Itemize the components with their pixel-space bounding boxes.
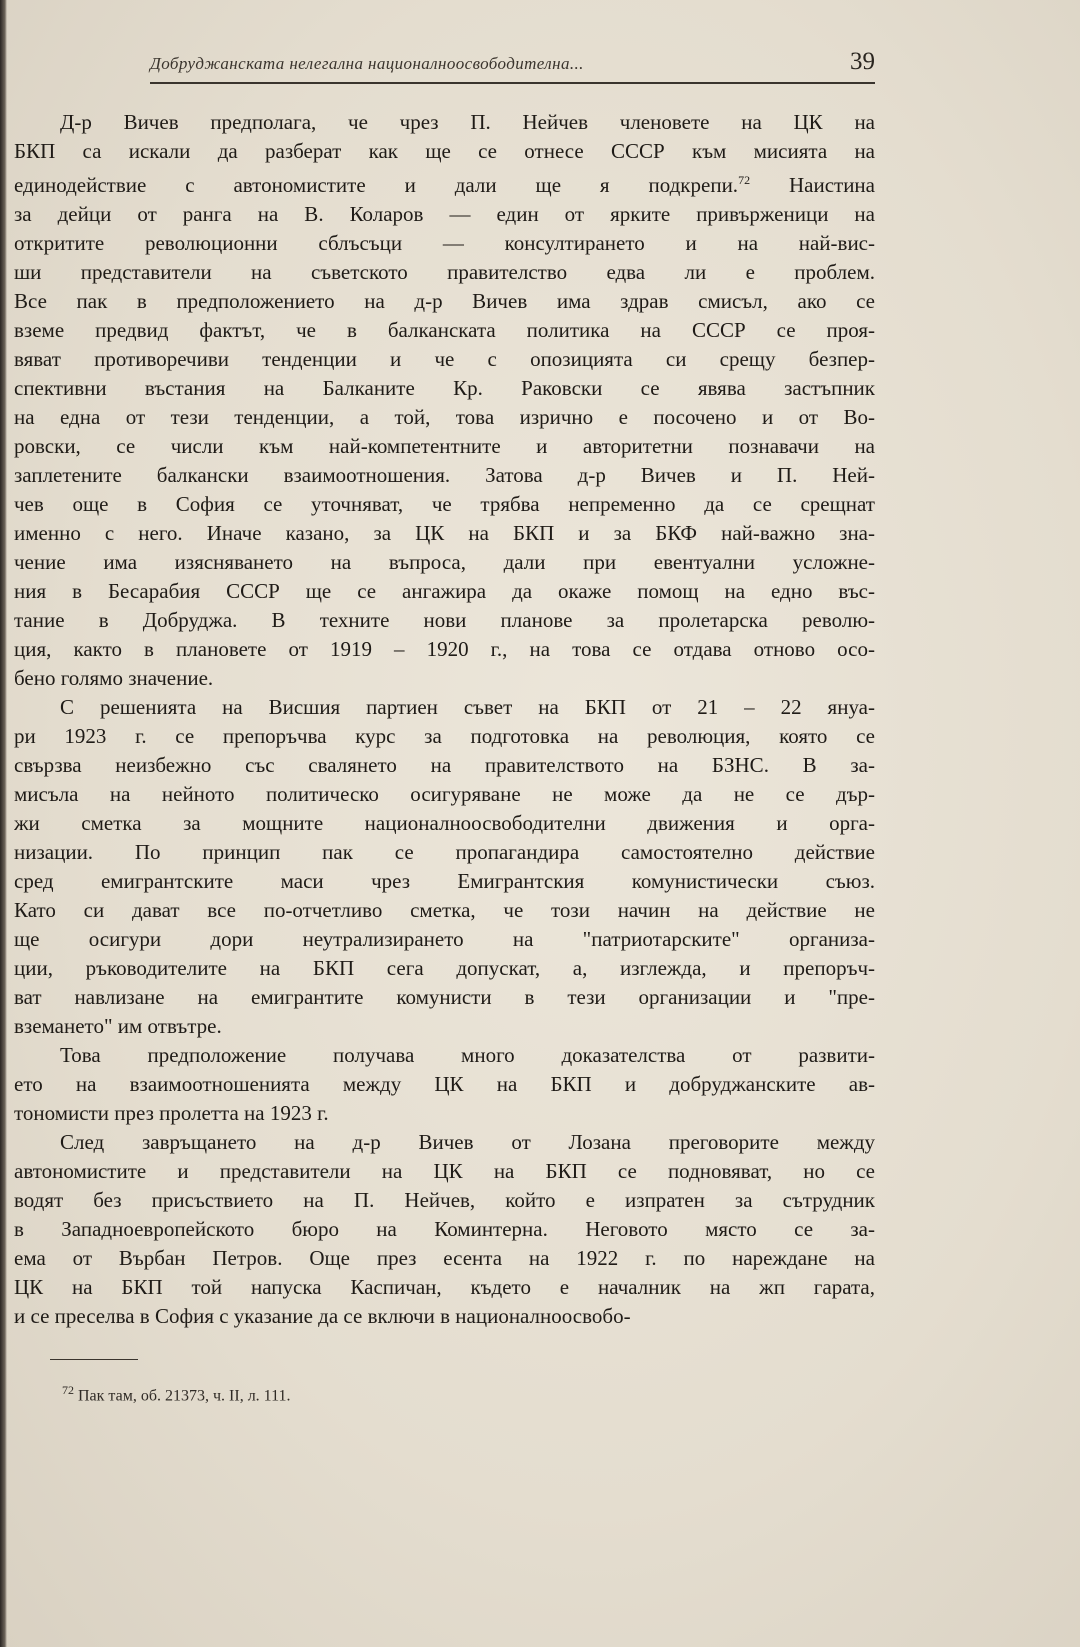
text-line	[14, 166, 875, 200]
page-number: 39	[850, 48, 875, 75]
text-line: ши представители на съветското правителство едва ли е проблем.	[14, 260, 875, 284]
text-line: БКП са искали да разберат как ще се отнесе СССР към мисията на	[14, 139, 875, 163]
text-line: и се преселва в София с указание да се включи в националноосвобо-	[14, 1304, 631, 1328]
text-line: свързва неизбежно със свалянето на правителството на БЗНС. В за-	[14, 753, 875, 777]
running-title: Добруджанската нелегална националноосвободителна...	[150, 54, 584, 73]
paragraph	[14, 108, 875, 693]
text-line: открититe революционни сблъсъци — консултирането и на най-вис-	[14, 231, 875, 255]
text-line: сред емигрантските маси чрез Емигрантския комунистически съюз.	[14, 869, 875, 893]
text-line: ри 1923 г. се препоръчва курс за подготовка на революция, която се	[14, 724, 875, 748]
text-line: ровски, се числи към най-компетентните и авторитетни познавачи на	[14, 434, 875, 458]
text-line: ции, ръководителите на БКП сега допускат, а, изглежда, и препоръч-	[14, 956, 875, 980]
footnote-text: Пак там, об. 21373, ч. II, л. 111.	[78, 1387, 291, 1405]
footnote-rule	[50, 1359, 138, 1360]
text-line: Това предположение получава много доказателства от развити-	[60, 1043, 875, 1067]
text-line: Като си дават все по-отчетливо сметка, че този начин на действие не	[14, 898, 875, 922]
text-line: ния в Бесарабия СССР ще се ангажира да окаже помощ на едно въс-	[14, 579, 875, 603]
page-header	[150, 48, 875, 76]
text-fragment: Наистина	[788, 173, 875, 197]
footnote-reference[interactable]: 72	[738, 173, 751, 187]
text-line: мисъла на нейното политическо осигуряване не може да не се дър-	[14, 782, 875, 806]
text-line: тономисти през пролетта на 1923 г.	[14, 1101, 329, 1125]
footnote-number: 72	[62, 1383, 74, 1397]
text-line: След завръщането на д-р Вичев от Лозана преговорите между	[60, 1130, 875, 1154]
footnote	[62, 1383, 290, 1405]
text-line: заплетените балкански взаимоотношения. Затова д-р Вичев и П. Ней-	[14, 463, 875, 487]
text-line: в Западноевропейското бюро на Коминтерна. Неговото място се за-	[14, 1217, 875, 1241]
text-line: вземането" им отвътре.	[14, 1014, 222, 1038]
body-text	[14, 108, 875, 1331]
text-line: Д-р Вичев предполага, че чрез П. Нейчев членовете на ЦК на	[60, 110, 875, 134]
text-line: ЦК на БКП той напуска Каспичан, където е началник на жп гарата,	[14, 1275, 875, 1299]
text-line: именно с него. Иначе казано, за ЦК на БКП и за БКФ най-важно зна-	[14, 521, 875, 545]
text-line: водят без присъствието на П. Нейчев, който е изпратен за сътрудник	[14, 1188, 875, 1212]
text-line: С решенията на Висшия партиен съвет на БКП от 21 – 22 януа-	[60, 695, 875, 719]
paragraph	[14, 1128, 875, 1331]
binding-edge	[0, 0, 7, 1647]
text-line: бено голямо значение.	[14, 666, 214, 690]
text-fragment: единодействие с автономистите и дали ще я подкрепи.	[14, 173, 739, 197]
text-line: жи сметка за мощните националноосвободителни движения и орга-	[14, 811, 875, 835]
text-line: ция, както в плановете от 1919 – 1920 г., на това се отдава отново осо-	[14, 637, 875, 661]
text-line: ще осигури дори неутрализирането на "патриотарските" организа-	[14, 927, 875, 951]
text-line: ема от Върбан Петров. Още през есента на 1922 г. по нареждане на	[14, 1246, 875, 1270]
text-line: Все пак в предположението на д-р Вичев има здрав смисъл, ако се	[14, 289, 875, 313]
text-line: автономистите и представители на ЦК на БКП се подновяват, но се	[14, 1159, 875, 1183]
text-line: чев още в София се уточняват, че трябва непременно да се срещнат	[14, 492, 875, 516]
header-rule	[150, 82, 875, 84]
text-line: спективни въстания на Балканите Кр. Раковски се явява застъпник	[14, 376, 875, 400]
text-line: вземе предвид фактът, че в балканската политика на СССР се проя-	[14, 318, 875, 342]
text-line: чение има изясняването на въпроса, дали при евентуални усложне-	[14, 550, 875, 574]
text-line: на една от тези тенденции, а той, това изрично е посочено и от Во-	[14, 405, 875, 429]
text-line: вяват противоречиви тенденции и че с опозицията си срещу безпер-	[14, 347, 875, 371]
text-line: ват навлизане на емигрантите комунисти в тези организации и "пре-	[14, 985, 875, 1009]
paragraph	[14, 693, 875, 1041]
text-line: ето на взаимоотношенията между ЦК на БКП и добруджанските ав-	[14, 1072, 875, 1096]
paragraph	[14, 1041, 875, 1128]
text-line: низации. По принцип пак се пропагандира самостоятелно действие	[14, 840, 875, 864]
text-line: за дейци от ранга на В. Коларов — един от ярките привърженици на	[14, 202, 875, 226]
text-line: тание в Добруджа. В техните нови планове за пролетарска револю-	[14, 608, 875, 632]
